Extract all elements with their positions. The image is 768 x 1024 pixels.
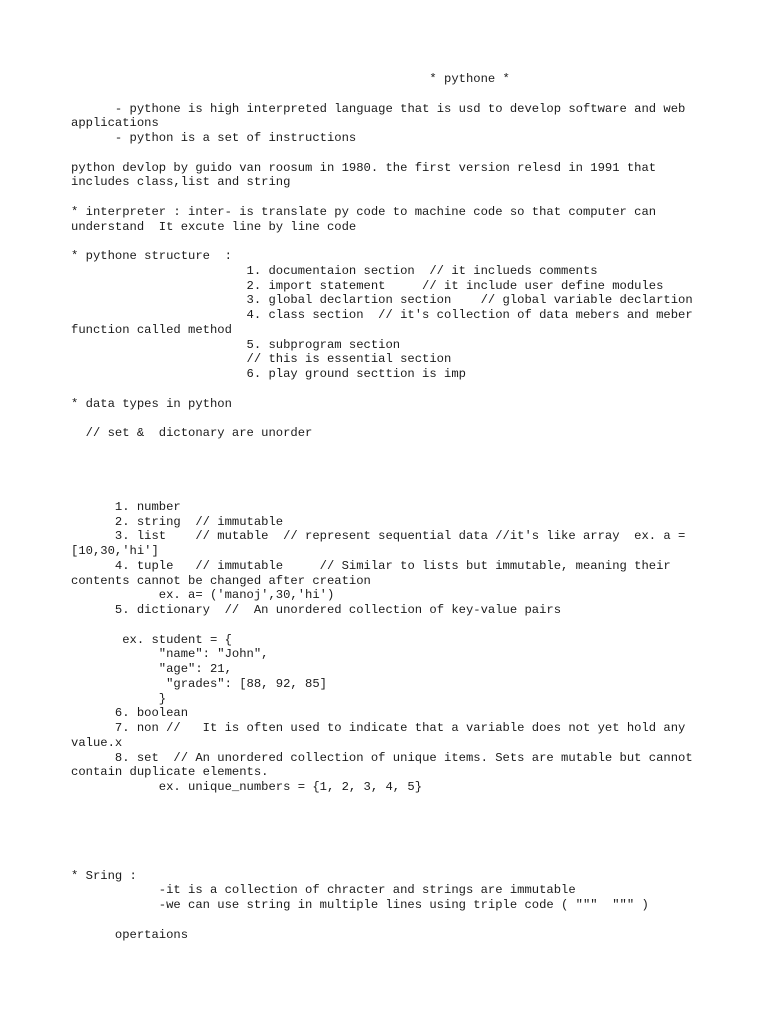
text-line: python devlop by guido van roosum in 1980. the first version relesd in 1991 that includes class,list and string [71, 160, 664, 190]
text-line [71, 485, 711, 500]
text-line: - python is a set of instructions [71, 131, 357, 145]
text-line: * pythone structure : [71, 249, 232, 263]
text-line: 3. list // mutable // represent sequential data //it's like array ex. a = [10,30,'hi'] [71, 529, 693, 558]
text-line [71, 810, 711, 825]
text-line: 6. boolean [71, 706, 189, 721]
text-line [71, 146, 711, 161]
text-line [71, 411, 711, 426]
text-line: "name": "John", [71, 647, 269, 662]
text-line [71, 234, 711, 249]
text-line: opertaions [71, 927, 189, 942]
text-line: 2. string // immutable [71, 514, 284, 529]
text-line: 4. tuple // immutable // Similar to lists but immutable, meaning their contents cannot be changed after creation [71, 558, 679, 588]
text-line: "age": 21, [71, 662, 232, 676]
text-line: // set & dictonary are unorder [71, 426, 313, 440]
text-line: - pythone is high interpreted language that is usd to develop software and web applications [71, 101, 693, 131]
text-line [71, 618, 711, 633]
text-line: ex. student = { [71, 632, 232, 647]
text-line: * Sring : [71, 868, 137, 883]
text-line: // this is essential section [71, 352, 452, 367]
text-line: ex. unique_numbers = {1, 2, 3, 4, 5} [71, 780, 423, 794]
text-line [71, 795, 711, 810]
text-line: * data types in python [71, 396, 232, 411]
text-line: 6. play ground secttion is imp [71, 367, 466, 381]
text-line: -it is a collection of chracter and strings are immutable [71, 883, 576, 898]
text-line: } [71, 691, 167, 706]
text-line: 7. non // It is often used to indicate that a variable does not yet hold any value.x [71, 721, 693, 750]
text-line [71, 839, 711, 854]
text-line: 4. class section // it's collection of data mebers and meber function called method [71, 308, 700, 337]
text-line: 2. import statement // it include user define modules [71, 278, 664, 293]
text-line [71, 456, 711, 471]
text-line: 1. documentaion section // it inclueds comments [71, 263, 598, 278]
text-line: "grades": [88, 92, 85] [71, 676, 327, 691]
document-page [71, 72, 711, 942]
text-line: 1. number [71, 499, 181, 514]
text-line: 3. global declartion section // global variable declartion [71, 293, 693, 308]
text-line [71, 854, 711, 869]
text-line [71, 87, 711, 102]
text-line [71, 913, 711, 928]
text-line: 5. subprogram section [71, 337, 401, 352]
text-line [71, 441, 711, 456]
text-line [71, 190, 711, 205]
text-line: 8. set // An unordered collection of unique items. Sets are mutable but cannot contain duplicate elements. [71, 750, 701, 780]
text-line: 5. dictionary // An unordered collection of key-value pairs [71, 603, 562, 617]
text-line: * interpreter : inter- is translate py code to machine code so that computer can understand It excute line by line code [71, 204, 664, 234]
text-line: * pythone * [71, 72, 510, 86]
text-line: -we can use string in multiple lines using triple code ( """ """ ) [71, 898, 649, 912]
text-line [71, 824, 711, 839]
text-line [71, 382, 711, 397]
text-line [71, 470, 711, 485]
text-line: ex. a= ('manoj',30,'hi') [71, 588, 335, 603]
